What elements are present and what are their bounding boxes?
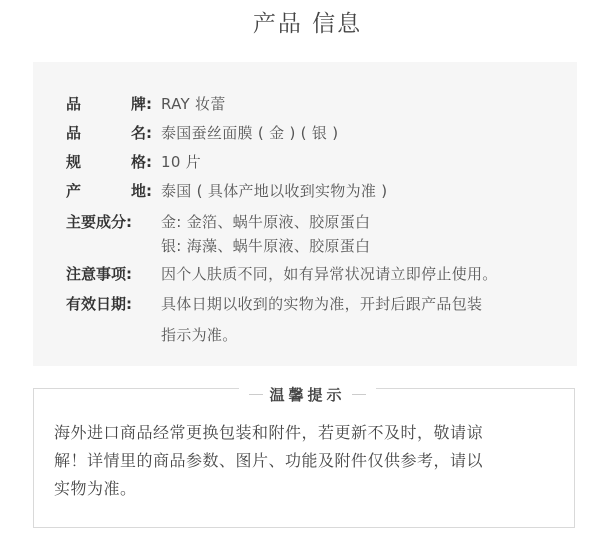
spec-value: 金: 金箔、蜗牛原液、胶原蛋白 银: 海藻、蜗牛原液、胶原蛋白 [161, 213, 371, 255]
product-info-panel [33, 62, 577, 366]
spec-label: 产 地: [66, 182, 152, 200]
spec-value: 因个人肤质不同，如有异常状况请立即停止使用。 [161, 265, 498, 283]
spec-label: 有效日期: [66, 295, 133, 313]
spec-label: 品 名: [66, 124, 152, 142]
tips-heading [0, 377, 615, 403]
tips-box [33, 388, 575, 528]
spec-value: 泰国 ( 具体产地以收到实物为准 ) [161, 182, 388, 200]
page-title: 产品 信息 [252, 11, 363, 37]
tips-title: 温馨提示 [269, 385, 346, 404]
spec-label: 主要成分: [66, 213, 133, 231]
spec-label: 品 牌: [66, 95, 152, 113]
divider [352, 394, 366, 395]
spec-value: 泰国蚕丝面膜 ( 金 ) ( 银 ) [161, 124, 339, 142]
spec-value: 10 片 [161, 153, 202, 171]
spec-label: 注意事项: [66, 265, 133, 283]
tips-body: 海外进口商品经常更换包装和附件，若更新不及时，敬请谅 解！详情里的商品参数、图片、功能及附件仅供参考，请以 实物为准。 [54, 423, 484, 498]
spec-value: RAY 妆蕾 [161, 95, 226, 113]
spec-value: 具体日期以收到的实物为准，开封后跟产品包装 指示为准。 [161, 295, 483, 344]
divider [249, 394, 263, 395]
spec-label: 规 格: [66, 153, 152, 171]
